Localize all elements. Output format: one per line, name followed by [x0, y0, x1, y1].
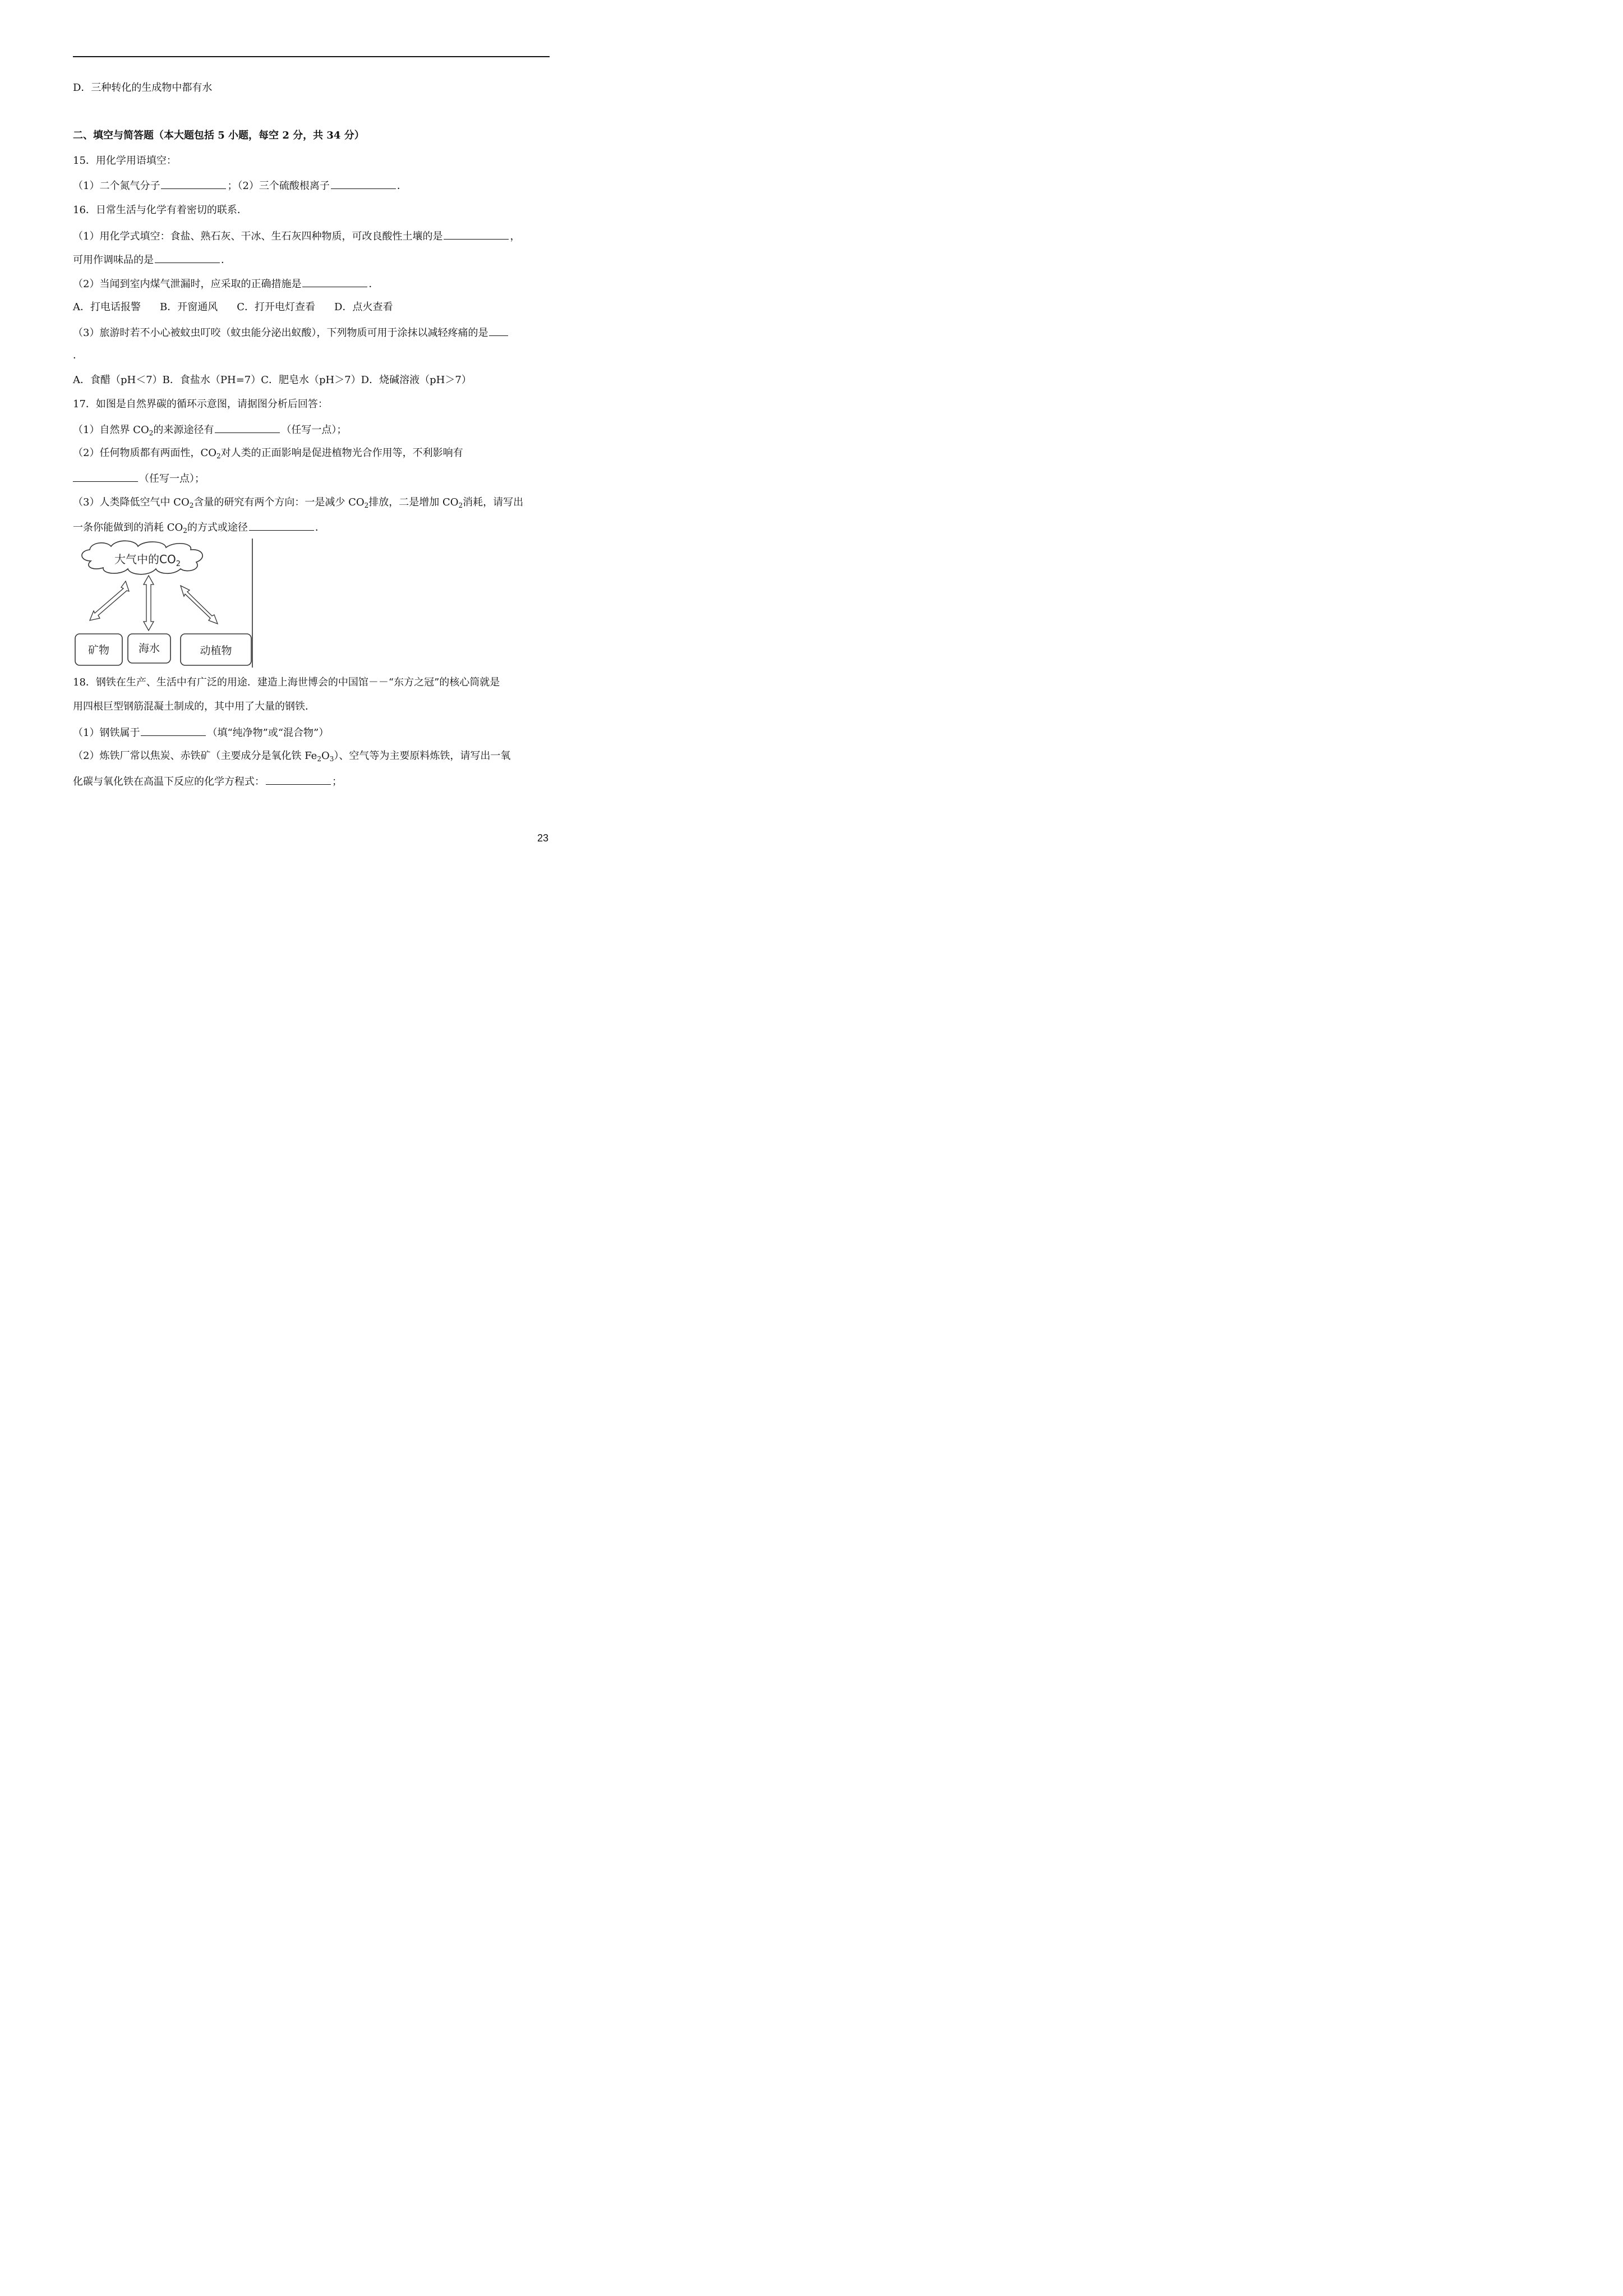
q18-sub2-mid: O — [321, 750, 330, 762]
answer-blank — [489, 325, 508, 336]
q17-sub3-end: ． — [315, 522, 325, 533]
q17-sub3-d: 消耗，请写出 — [463, 496, 524, 508]
q15-sep: ； — [227, 180, 238, 192]
answer-blank — [266, 774, 331, 785]
q17-stem: 17．如图是自然界碳的循环示意图，请据图分析后回答： — [73, 398, 328, 410]
q18-sub2-c: 化碳与氧化铁在高温下反应的化学方程式： — [73, 776, 265, 788]
q16-sub1-cont — [73, 252, 231, 267]
option-b: B．开窗通风 — [160, 301, 218, 313]
minerals-label: 矿物 — [87, 644, 110, 656]
q16-sub1 — [73, 229, 520, 243]
answer-blank — [141, 725, 206, 736]
q15-part2: （2）三个硫酸根离子 — [237, 180, 330, 192]
q16-sub1-end: ． — [221, 254, 231, 266]
option-d: D．点火查看 — [334, 301, 393, 313]
q17-sub2-cont — [73, 471, 205, 486]
q16-sub2-end: ． — [368, 278, 379, 290]
q17-sub3 — [73, 496, 523, 509]
answer-blank — [215, 422, 280, 433]
q17-sub3-cont — [73, 520, 325, 535]
answer-blank — [331, 178, 396, 189]
double-arrow-icon — [90, 581, 129, 620]
q15-end: ． — [396, 180, 407, 192]
subscript: 2 — [189, 501, 194, 509]
q17-sub3-f: 的方式或途径 — [187, 522, 248, 533]
q17-sub2 — [73, 447, 463, 460]
q17-sub3-b: 含量的研究有两个方向：一是减少 CO — [193, 496, 365, 508]
answer-blank — [249, 520, 314, 531]
option-a: A．打电话报警 — [73, 301, 141, 313]
q18-sub1-a: （1）钢铁属于 — [73, 727, 140, 739]
q18-sub2-cont — [73, 774, 342, 789]
q15-part1: （1）二个氮气分子 — [73, 180, 160, 192]
seawater-label: 海水 — [138, 642, 160, 655]
q17-sub2-a: （2）任何物质都有两面性，CO — [73, 447, 216, 459]
q18-sub1-b: （填“纯净物”或“混合物”） — [207, 727, 329, 739]
subscript: 2 — [317, 755, 321, 763]
q17-sub1-b: 的来源途径有 — [153, 424, 214, 436]
q17-sub3-a: （3）人类降低空气中 CO — [73, 496, 190, 508]
q18-sub2-end: ； — [332, 776, 342, 788]
q17-sub2-cont-text: （任写一点）； — [139, 473, 205, 485]
section-2-title: 二、填空与简答题（本大题包括 5 小题，每空 2 分，共 34 分） — [73, 130, 365, 141]
q17-sub3-e: 一条你能做到的消耗 CO — [73, 522, 183, 533]
q16-sub1-cont-text: 可用作调味品的是 — [73, 254, 154, 266]
q18-stem-1: 18．钢铁在生产、生活中有广泛的用途．建造上海世博会的中国馆－－“东方之冠”的核心筒就是 — [73, 677, 500, 688]
answer-blank — [302, 277, 367, 287]
previous-option-d: D．三种转化的生成物中都有水 — [73, 82, 213, 94]
answer-blank — [161, 178, 226, 189]
q15-stem: 15．用化学用语填空： — [73, 155, 177, 167]
subscript: 3 — [329, 755, 334, 763]
q18-sub2 — [73, 749, 510, 763]
q16-sub2 — [73, 277, 379, 291]
subscript: 2 — [149, 429, 154, 437]
q16-sub1-text: （1）用化学式填空：食盐、熟石灰、干冰、生石灰四种物质，可改良酸性土壤的是 — [73, 231, 443, 242]
q17-sub1 — [73, 422, 347, 437]
q17-sub1-a: （1）自然界 CO — [73, 424, 149, 436]
q16-sub3-end: ． — [73, 349, 83, 361]
answer-blank — [73, 471, 138, 482]
flora-fauna-label: 动植物 — [200, 645, 232, 657]
q16-sub2-options — [73, 301, 412, 314]
header-rule — [73, 56, 550, 57]
q16-stem: 16．日常生活与化学有着密切的联系． — [73, 204, 247, 216]
q16-sub1-comma: ， — [510, 231, 520, 242]
page-number: 23 — [537, 832, 549, 844]
option-c: C．打开电灯查看 — [237, 301, 316, 313]
q18-stem-2: 用四根巨型钢筋混凝土制成的，其中用了大量的钢铁． — [73, 701, 315, 712]
q16-sub3-options: A．食醋（pH＜7）B．食盐水（PH=7）C．肥皂水（pH＞7）D．烧碱溶液（pH＞7） — [73, 374, 472, 386]
subscript: 2 — [458, 501, 463, 509]
q17-sub2-b: 对人类的正面影响是促进植物光合作用等，不利影响有 — [220, 447, 463, 459]
q16-sub3 — [73, 325, 509, 340]
q17-sub1-c: （任写一点）； — [281, 424, 347, 436]
double-arrow-icon — [181, 586, 218, 624]
subscript: 2 — [216, 452, 221, 460]
cloud-label: 大气中的$CO_2$ — [114, 553, 181, 568]
q16-sub3-text: （3）旅游时若不小心被蚊虫叮咬（蚊虫能分泌出蚁酸），下列物质可用于涂抹以减轻疼痛的是 — [73, 327, 488, 339]
answer-blank — [444, 229, 509, 240]
q15-parts — [73, 178, 407, 193]
subscript: 2 — [364, 501, 369, 509]
double-arrow-icon — [144, 576, 154, 631]
q18-sub1 — [73, 725, 329, 740]
carbon-cycle-diagram — [74, 539, 253, 668]
q17-sub3-c: 排放，二是增加 CO — [368, 496, 459, 508]
q18-sub2-b: ）、空气等为主要原料炼铁，请写出一氧 — [334, 750, 511, 762]
q16-sub2-text: （2）当闻到室内煤气泄漏时，应采取的正确措施是 — [73, 278, 302, 290]
answer-blank — [155, 252, 220, 263]
document-page — [0, 0, 619, 875]
q18-sub2-a: （2）炼铁厂常以焦炭、赤铁矿（主要成分是氧化铁 Fe — [73, 750, 317, 762]
subscript: 2 — [183, 527, 187, 535]
